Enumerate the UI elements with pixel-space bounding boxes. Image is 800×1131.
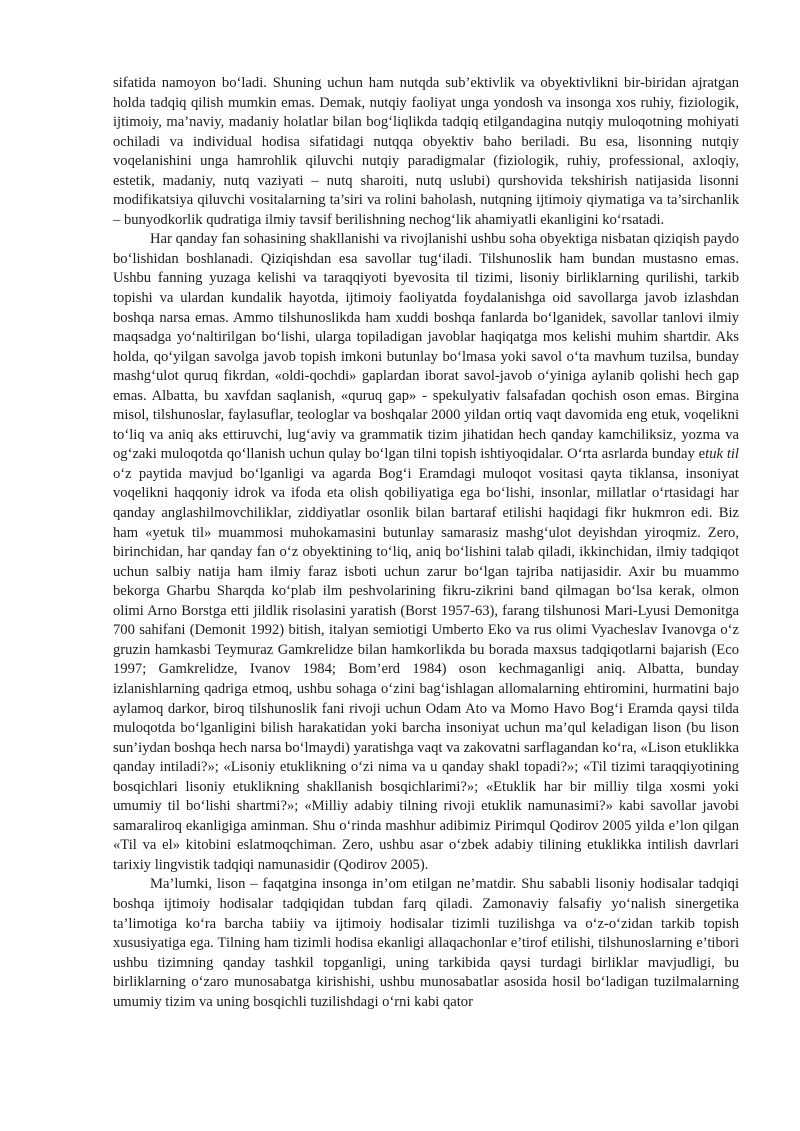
paragraph-1-text: sifatida namoyon bo‘ladi. Shuning uchun ham nutqda sub’ektivlik va obyektivlikni bir-biridan ajratgan holda tadqiq qilish mumkin emas. Demak, nutqiy faoliyat unga yondosh va insonga xos ruhiy, fiziologik, ijtimoiy, ma’naviy, madaniy holatlar bilan bog‘liqlikda tadqiq etilgandagina nutqiy muloqotning mohiyati ochiladi va individual hodisa sifatidagi nutqqa obyektiv baho beriladi. Bu esa, lisonning nutqiy voqelanishini unga hamrohlik qiluvchi nutqiy paradigmalar (fiziologik, ruhiy, professional, axloqiy, estetik, madaniy, nutq vaziyati – nutq sharoiti, nutq uslubi) qurshovida tekshirish natijasida lisonni modifikatsiya qiluvchi vositalarning ta’siri va rolini baholash, nutqning ijtimoiy qiymatiga va ta’sirchanlik – bunyodkorlik qudratiga ilmiy tavsif berilishning nechog‘lik ahamiyatli ekanligini ko‘rsatadi. <box>113 75 739 228</box>
document-page <box>113 74 739 1012</box>
paragraph-3-text: Ma’lumki, lison – faqatgina insonga in’om etilgan ne’matdir. Shu sababli lisoniy hodisalar tadqiqi boshqa ijtimoiy hodisalar tadqiqidan tubdan farq qiladi. Zamonaviy falsafiy yo‘nalish sinergetika ta’limotiga ko‘ra barcha tabiiy va ijtimoiy hodisalar tizimli tuzilishga va o‘z-o‘zidan tarkib topish xususiyatiga ega. Tilning ham tizimli hodisa ekanligi allaqachonlar e’tirof etilishi, tilshunoslarning e’tibori ushbu tizimning qanday tashkil topganligi, uning tarkibida qaysi turdagi birliklar mavjudligi, bu birliklarning o‘zaro munosabatga kirishishi, ushbu munosabatlar asosida hosil bo‘ladigan tuzilmalarning umumiy tizim va uning bosqichli tuzilishdagi o‘rni kabi qator <box>113 876 739 1010</box>
paragraph-2 <box>113 230 739 875</box>
paragraph-2-text-part-1: Har qanday fan sohasining shakllanishi va rivojlanishi ushbu soha obyektiga nisbatan qiziqish paydo bo‘lishidan boshlanadi. Qiziqishdan esa savollar tug‘iladi. Tilshunoslik ham bundan mustasno emas. Ushbu fanning yuzaga kelishi va taraqqiyoti byevosita til tizimi, lisoniy birliklarning qurilishi, tarkib topishi va ulardan kundalik hayotda, ijtimoiy faoliyatda foydalanishga oid savollarga javob izlashdan boshqa narsa emas. Ammo tilshunoslikda ham xuddi boshqa fanlarda bo‘lganidek, savollar tanlovi ilmiy maqsadga yo‘naltirilgan bo‘lishi, ularga topiladigan javoblar haqiqatga mos kelishi muhim shartdir. Aks holda, qo‘yilgan savolga javob topish imkoni butunlay bo‘lmasa yoki savol o‘ta mavhum tuzilsa, bunday mashg‘ulot quruq fikrdan, «oldi-qochdi» gaplardan iborat savol-javob o‘yiniga aylanib qolishi hech gap emas. Albatta, bu xavfdan saqlanish, «quruq gap» - spekulyativ falsafadan qochish oson emas. Birgina misol, tilshunoslar, faylasuflar, teologlar va boshqalar 2000 yildan ortiq vaqt davomida eng etuk, voqelikni to‘liq va aniq aks ettiruvchi, lug‘aviy va grammatik tizim jihatidan hech qanday kamchiliksiz, yozma va og‘zaki muloqotda qo‘llanish uchun qulay bo‘lgan tilni topish ishtiyoqidalar. O‘rta asrlarda bunday e <box>113 231 739 463</box>
paragraph-2-text-part-2: o‘z paytida mavjud bo‘lganligi va agarda Bog‘i Eramdagi muloqot vositasi qayta tiklansa, insoniyat voqelikni haqqoniy idrok va ifoda eta olish qobiliyatiga ega bo‘lishi, insonlar, millatlar o‘rtasidagi har qanday anglashilmovchiliklar, ziddiyatlar osonlik bilan bartaraf etilishi haqidagi fikr hukmron edi. Biz ham «yetuk til» muammosi muhokamasini butunlay samarasiz mashg‘ulot deyishdan yiroqmiz. Zero, birinchidan, har qanday fan o‘z obyektining to‘liq, aniq bo‘lishini talab qiladi, ikkinchidan, ilmiy tadqiqot uchun salbiy natija ham ilmiy faraz isboti uchun zarur bo‘lgan tajriba natijasidir. Axir bu muammo bekorga Gharbu Sharqda ko‘plab ilm peshvolarining fikru-zikrini band qilmagan bo‘lsa kerak, olmon olimi Arno Borstga etti jildlik risolasini yaratish (Borst 1957-63), farang tilshunosi Mari-Lyusi Demonitga 700 sahifani (Demonit 1992) bitish, italyan semiotigi Umberto Eko va rus olimi Vyacheslav Ivanovga o‘z gruzin hamkasbi Teymuraz Gamkrelidze bilan hamkorlikda bu borada maxsus tadqiqotlarni bajarish (Eco 1997; Gamkrelidze, Ivanov 1984; Bom’erd 1984) oson kechmaganligi aniq. Albatta, bunday izlanishlarning qadriga etmoq, ushbu sohaga o‘zini bag‘ishlagan allomalarning ehtiromini, hurmatini bajo aylamoq darkor, biroq tilshunoslik fani rivoji uchun Odam Ato va Momo Havo Bog‘i Eramda qaysi tilda muloqotda bo‘lganligini bilish harakatidan yoki barcha insoniyat uchun ma’qul keladigan lison (bu lison sun’iydan boshqa hech narsa bo‘lmaydi) yaratishga vaqt va zakovatni sarflagandan ko‘ra, «Lison etuklikka qanday intiladi?»; «Lisoniy etuklikning o‘zi nima va u qanday shakl topadi?»; «Til tizimi taraqqiyotining bosqichlari lisoniy etuklikning shakllanish bosqichlarimi?»; «Etuklik har bir milliy tilga xosmi yoki umumiy til bo‘lishi shartmi?»; «Milliy adabiy tilning rivoji etuklik namunasimi?» kabi savollar javobi samaraliroq ekanligiga aminman. Shu o‘rinda mashhur adibimiz Pirimqul Qodirov 2005 yilda e’lon qilgan «Til va el» kitobini eslatmoqchiman. Zero, ushbu asar o‘zbek adabiy tilining etuklikka intilish davrlari tarixiy lingvistik tadqiqi namunasidir (Qodirov 2005). <box>113 465 739 873</box>
paragraph-3 <box>113 875 739 1012</box>
paragraph-2-italic-term: tuk til <box>705 446 739 463</box>
paragraph-1 <box>113 74 739 230</box>
